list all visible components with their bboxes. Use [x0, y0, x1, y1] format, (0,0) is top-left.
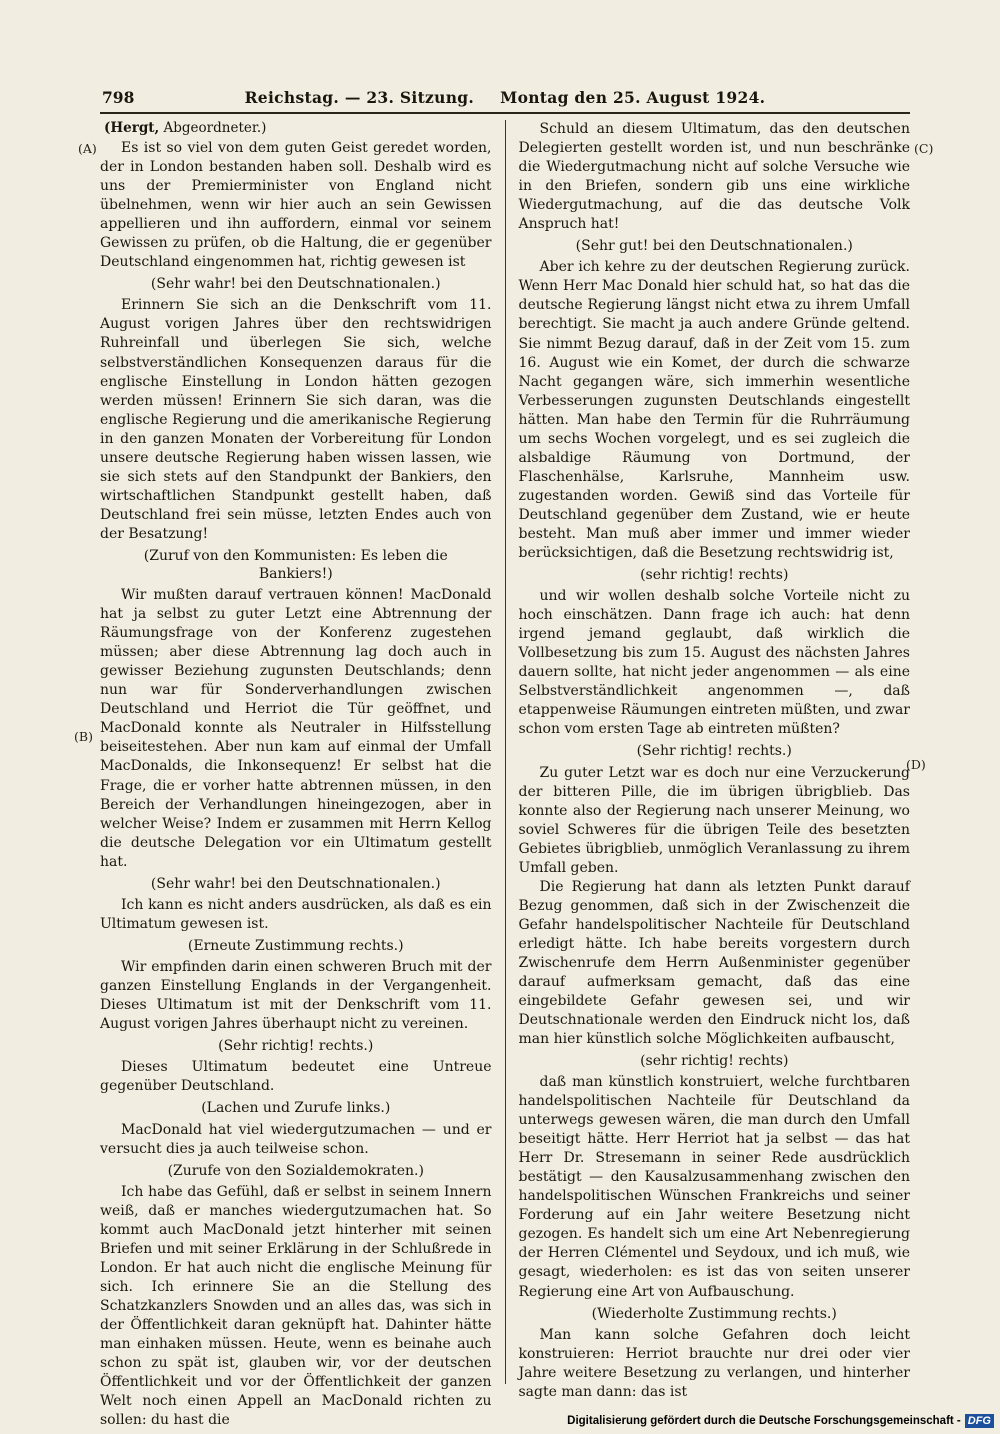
speech-paragraph: Aber ich kehre zu der deutschen Regierung zurück. Wenn Herr Mac Donald hier schuld hat, so hat das die deutsche Regierung längst nicht etwa zu ihrem Umfall berechtigt. Sie macht ja auch andere Gründe geltend. Sie nimmt Bezug darauf, daß in der Zeit vom 15. zum 16. August wie ein Komet, der durch die schwarze Nacht gegangen wäre, sich immerhin wesentliche Verbesserungen zugunsten Deutschlands eingestellt hätten. Man habe den Termin für die Ruhrräumung um sechs Wochen vorgelegt, und es sei zugleich die alsbaldige Räumung von Dortmund, der Flaschenhälse, Karlsruhe, Mannheim usw. zugestanden worden. Gewiß sind das Vorteile für Deutschland gegenüber dem Zustand, wie er heute besteht. Man muß aber immer und immer wieder berücksichtigen, daß die Besetzung rechtswidrig ist, — [518, 259, 910, 561]
speech-paragraph: Es ist so viel von dem guten Geist geredet worden, der in London bestanden haben soll. Deshalb wird es uns der Premierminister von England nicht übelnehmen, wenn wir hier auch an sein Gewissen appellieren und ihn auffordern, einmal vor seinem Gewissen zu prüfen, ob die Haltung, die er gegenüber Deutschland eingenommen hat, richtig gewesen ist — [100, 140, 492, 271]
interjection: (sehr richtig! rechts) — [640, 1052, 789, 1069]
speech-paragraph: Die Regierung hat dann als letzten Punkt darauf Bezug genommen, daß sich in der Zwischenzeit die Gefahr handelspolitischer Nachteile für Deutschland erledigt hätte. Ich habe bereits vorgestern durch Zwischenrufe dem Herrn Außenminister gegenüber darauf aufmerksam gemacht, daß das eine eingebildete Gefahr gewesen sei, und wir Deutschnationale werden den Eindruck nicht los, daß man hier künstlich solche Möglichkeiten aufbauscht, — [518, 878, 910, 1047]
page-header — [100, 88, 910, 114]
speech-paragraph: Erinnern Sie sich an die Denkschrift vom 11. August vorigen Jahres über den rechtswidrigen Ruhreinfall und überlegen Sie sich, welche selbstverständlichen Konsequenzen daraus für die englische Einstellung in London hätten gezogen werden müssen! Erinnern Sie sich daran, was die englische Regierung und die amerikanische Regierung in den ganzen Monaten der Vorbereitung für London unsere deutsche Regierung haben wissen lassen, wie sie sich stets auf den Standpunkt der Bankiers, den wirtschaftlichen Standpunkt gestellt haben, daß Deutschland frei sein müsse, letzten Endes auch von der Besatzung! — [100, 297, 492, 542]
speaker-role: Abgeordneter.) — [159, 120, 267, 136]
interjection: (Sehr richtig! rechts.) — [218, 1038, 374, 1055]
interjection: (Erneute Zustimmung rechts.) — [187, 937, 404, 954]
speech-paragraph: MacDonald hat viel wiedergutzumachen — und er versucht dies ja auch teilweise schon. — [100, 1121, 492, 1157]
dfg-logo: DFG — [965, 1414, 994, 1428]
interjection: (Sehr richtig! rechts.) — [636, 743, 792, 760]
left-column — [100, 120, 505, 1429]
interjection: (Sehr wahr! bei den Deutschnationalen.) — [150, 875, 441, 892]
speech-paragraph: Wir empfinden darin einen schweren Bruch mit der ganzen Einstellung Englands in der Vergangenheit. Dieses Ultimatum ist mit der Denkschrift vom 11. August vorigen Jahres überhaupt nicht zu vereinen. — [100, 959, 492, 1033]
interjection: (Zuruf von den Kommunisten: Es leben die Bankiers!) — [143, 547, 448, 582]
page-number: 798 — [102, 88, 135, 107]
speaker-note — [104, 120, 492, 136]
margin-marker-d: (D) — [906, 757, 926, 772]
speech-paragraph: Ich habe das Gefühl, daß er selbst in seinem Innern weiß, daß er manches wiedergutzumachen hat. So kommt auch MacDonald jetzt hinterher mit seinen Briefen und mit seiner Erklärung in der Schlußrede in London. Er hat auch nicht die englische Meinung für sich. Ich erinnere Sie an die Stellung des Schatzkanzlers Snowden und an alles das, was sich in der Öffentlichkeit daran geknüpft hat. Dahinter hätte man einhaken müssen. Heute, wenn es beinahe auch schon zu spät ist, glauben wir, vor der deutschen Öffentlichkeit und vor der Öffentlichkeit der ganzen Welt noch einen Appell an MacDonald richten zu sollen: du hast die — [100, 1183, 492, 1429]
margin-marker-a: (A) — [78, 141, 97, 156]
speech-paragraph: daß man künstlich konstruiert, welche furchtbaren handelspolitischen Nachteile für Deutschland da unterwegs gewesen wären, die man durch den Umfall beseitigt hätte. Herr Herriot hat ja selbst — das hat Herr Dr. Stresemann in seiner Rede ausdrücklich bestätigt — den Kausalzusammenhang zwischen den handelspolitischen Wünschen Frankreichs und seiner Forderung auf ein Jahr weitere Besetzung nicht gezogen. Es handelt sich um eine Art Nebenregierung der Herren Clémentel und Seydoux, und ich muß, wie gesagt, wiederholen: es ist das von seiten unserer Regierung eine Art von Aufbauschung. — [518, 1074, 910, 1300]
interjection: (Sehr gut! bei den Deutschnationalen.) — [575, 238, 853, 255]
digitization-credit — [567, 1414, 994, 1428]
session-date: Montag den 25. August 1924. — [500, 88, 766, 107]
speech-paragraph: Zu guter Letzt war es doch nur eine Verzuckerung der bitteren Pille, die im übrigen übrigblieb. Das konnte also der Regierung nach unserer Meinung, wo soviel Schweres für die übrigen Teile des besetzten Gebietes übrigblieb, unmöglich Veranlassung zu ihrem Umfall geben. — [518, 764, 910, 876]
speech-paragraph: Ich kann es nicht anders ausdrücken, als daß es ein Ultimatum gewesen ist. — [100, 896, 492, 932]
running-title — [100, 88, 910, 107]
speech-paragraph: Schuld an diesem Ultimatum, das den deutschen Delegierten gestellt worden ist, und nun beschränke die Wiedergutmachung nicht auf solche Versuche wie in den Briefen, sondern gib uns eine wirkliche Wiedergutmachung, auf die das deutsche Volk Anspruch hat! — [518, 121, 910, 233]
speech-paragraph: Man kann solche Gefahren doch leicht konstruieren: Herriot brauchte nur drei oder vier Jahre weitere Besetzung zu verlangen, und hinterher sagte man dann: das ist — [518, 1326, 910, 1400]
interjection: (Wiederholte Zustimmung rechts.) — [591, 1305, 837, 1322]
interjection: (Sehr wahr! bei den Deutschnationalen.) — [150, 276, 441, 293]
speaker-name: (Hergt, — [104, 120, 160, 136]
speech-paragraph: und wir wollen deshalb solche Vorteile nicht zu hoch einschätzen. Dann frage ich auch: hat denn irgend jemand geglaubt, daß wirklich die Vollbesetzung bis zum 15. August des nächsten Jahres dauern sollte, hat nicht jeder angenommen — als eine Selbstverständlichkeit angenommen —, daß etappenweise Räumungen eintreten müßten, und zwar schon vom ersten Tage ab eintreten müßten? — [518, 588, 910, 738]
margin-marker-b: (B) — [74, 729, 93, 744]
credit-text: Digitalisierung gefördert durch die Deutsche Forschungsgemeinschaft - — [567, 1414, 961, 1427]
margin-marker-c: (C) — [914, 141, 934, 156]
speech-paragraph: Dieses Ultimatum bedeutet eine Untreue gegenüber Deutschland. — [100, 1059, 492, 1095]
speech-paragraph: Wir mußten darauf vertrauen können! MacDonald hat ja selbst zu guter Letzt eine Abtrennung der Räumungsfrage von der Konferenz zugestehen müssen; aber diese Abtrennung lag doch auch in gewisser Beziehung zugunsten Deutschlands; denn nun war für Sonderverhandlungen zwischen Deutschland und Herriot die Tür geöffnet, und MacDonald konnte als Neutraler in Hilfsstellung beiseitestehen. Aber nun kam auf einmal der Umfall MacDonalds, die Inkonsequenz! Er selbst hat die Frage, die er vorher hatte abtrennen müssen, in den Bereich der Verhandlungen hineingezogen, aber in welcher Weise? Indem er zusammen mit Herrn Kellog die deutsche Delegation vor ein Ultimatum gestellt hat. — [100, 587, 492, 870]
interjection: (Zurufe von den Sozialdemokraten.) — [167, 1162, 424, 1179]
session-title: Reichstag. — 23. Sitzung. — [244, 88, 475, 107]
interjection: (Lachen und Zurufe links.) — [201, 1100, 391, 1117]
right-column — [506, 120, 911, 1400]
interjection: (sehr richtig! rechts) — [640, 566, 789, 583]
